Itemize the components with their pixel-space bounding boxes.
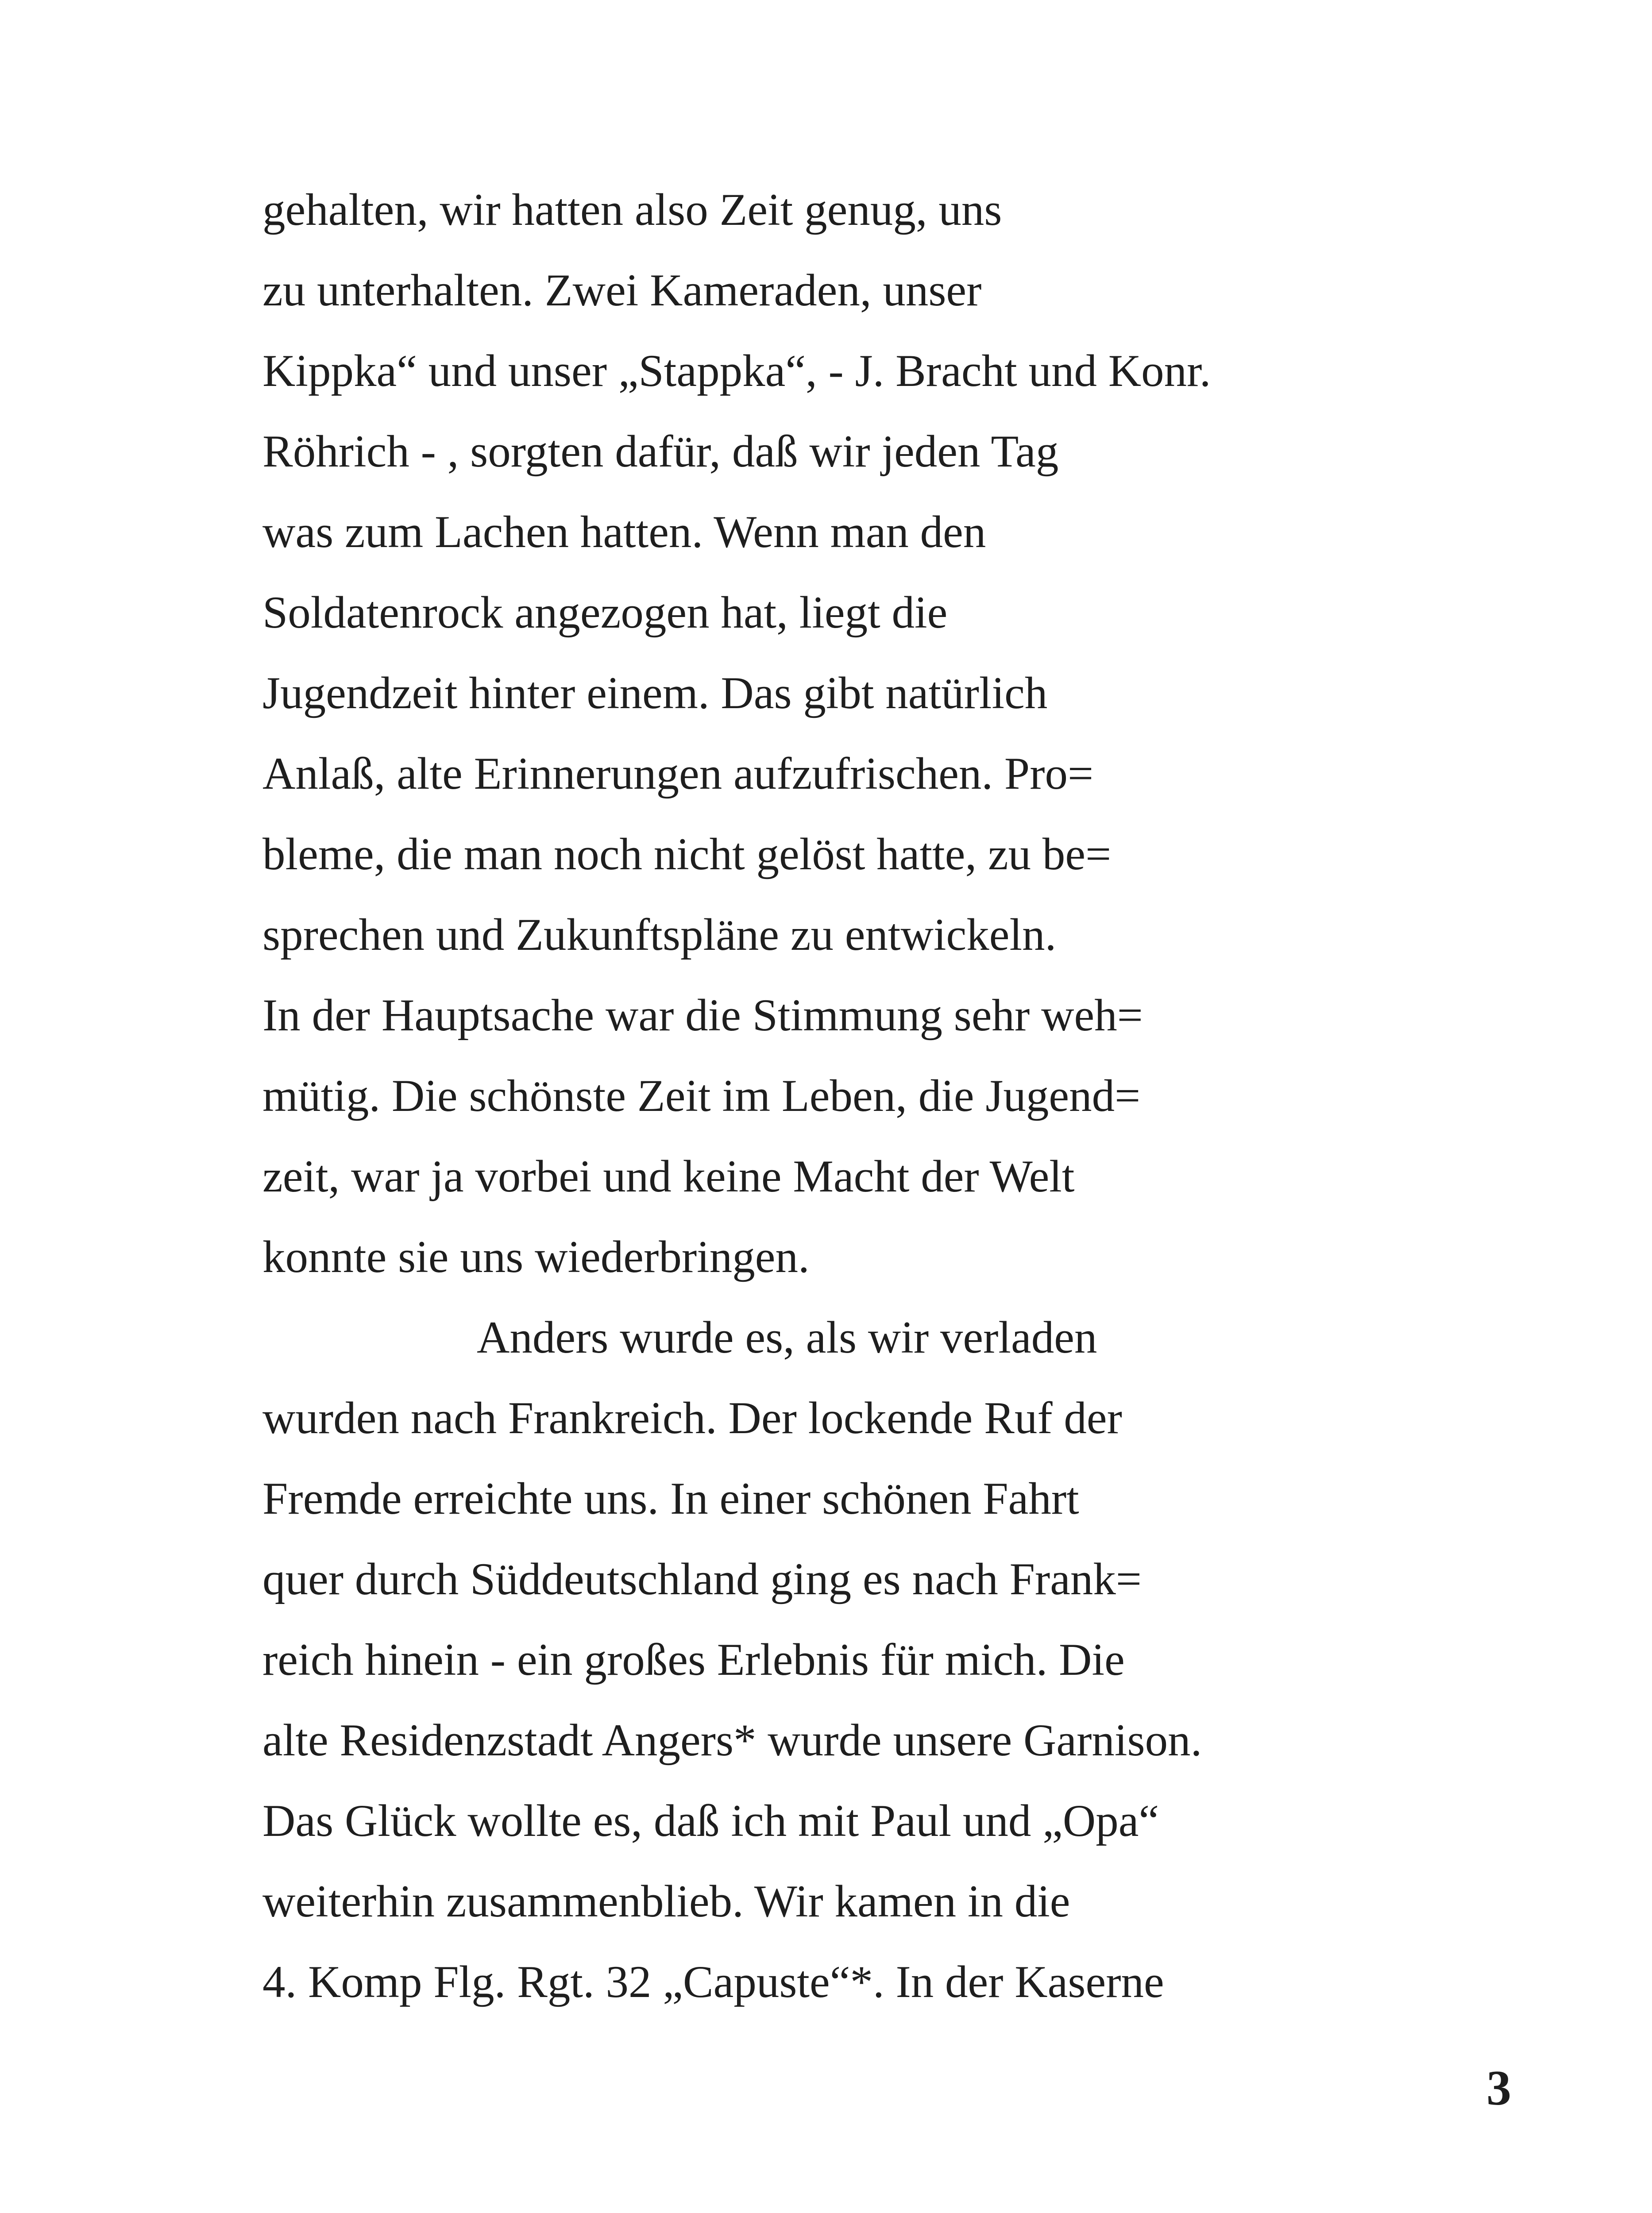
text-line: In der Hauptsache war die Stimmung sehr weh= bbox=[262, 990, 1143, 1041]
text-line: sprechen und Zukunftspläne zu entwickeln. bbox=[262, 910, 1057, 960]
text-line: reich hinein - ein großes Erlebnis für mich. Die bbox=[262, 1635, 1125, 1685]
text-line: Anders wurde es, als wir verladen bbox=[477, 1312, 1097, 1363]
body-text bbox=[262, 170, 1413, 2022]
text-line: alte Residenzstadt Angers* wurde unsere Garnison. bbox=[262, 1715, 1202, 1766]
text-line: zu unterhalten. Zwei Kameraden, unser bbox=[262, 265, 982, 316]
text-line: konnte sie uns wiederbringen. bbox=[262, 1232, 810, 1282]
text-line: weiterhin zusammenblieb. Wir kamen in die bbox=[262, 1876, 1070, 1927]
text-line: bleme, die man noch nicht gelöst hatte, zu be= bbox=[262, 829, 1112, 879]
text-line: gehalten, wir hatten also Zeit genug, uns bbox=[262, 185, 1002, 235]
text-line: Das Glück wollte es, daß ich mit Paul und „Opa“ bbox=[262, 1796, 1159, 1846]
text-line: wurden nach Frankreich. Der lockende Ruf der bbox=[262, 1393, 1122, 1443]
text-line: quer durch Süddeutschland ging es nach Frank= bbox=[262, 1554, 1142, 1604]
text-line: Fremde erreichte uns. In einer schönen Fahrt bbox=[262, 1473, 1079, 1524]
text-line: zeit, war ja vorbei und keine Macht der Welt bbox=[262, 1151, 1075, 1202]
page-number: 3 bbox=[1486, 2061, 1511, 2116]
text-line: 4. Komp Flg. Rgt. 32 „Capuste“*. In der Kaserne bbox=[262, 1957, 1164, 2007]
text-line: mütig. Die schönste Zeit im Leben, die Jugend= bbox=[262, 1071, 1141, 1121]
text-line: Jugendzeit hinter einem. Das gibt natürlich bbox=[262, 668, 1048, 718]
text-line: Anlaß, alte Erinnerungen aufzufrischen. Pro= bbox=[262, 748, 1094, 799]
text-line: Soldatenrock angezogen hat, liegt die bbox=[262, 587, 948, 638]
text-line: Röhrich - , sorgten dafür, daß wir jeden Tag bbox=[262, 426, 1059, 477]
text-line: was zum Lachen hatten. Wenn man den bbox=[262, 507, 986, 557]
text-line: Kippka“ und unser „Stappka“, - J. Bracht und Konr. bbox=[262, 346, 1211, 396]
